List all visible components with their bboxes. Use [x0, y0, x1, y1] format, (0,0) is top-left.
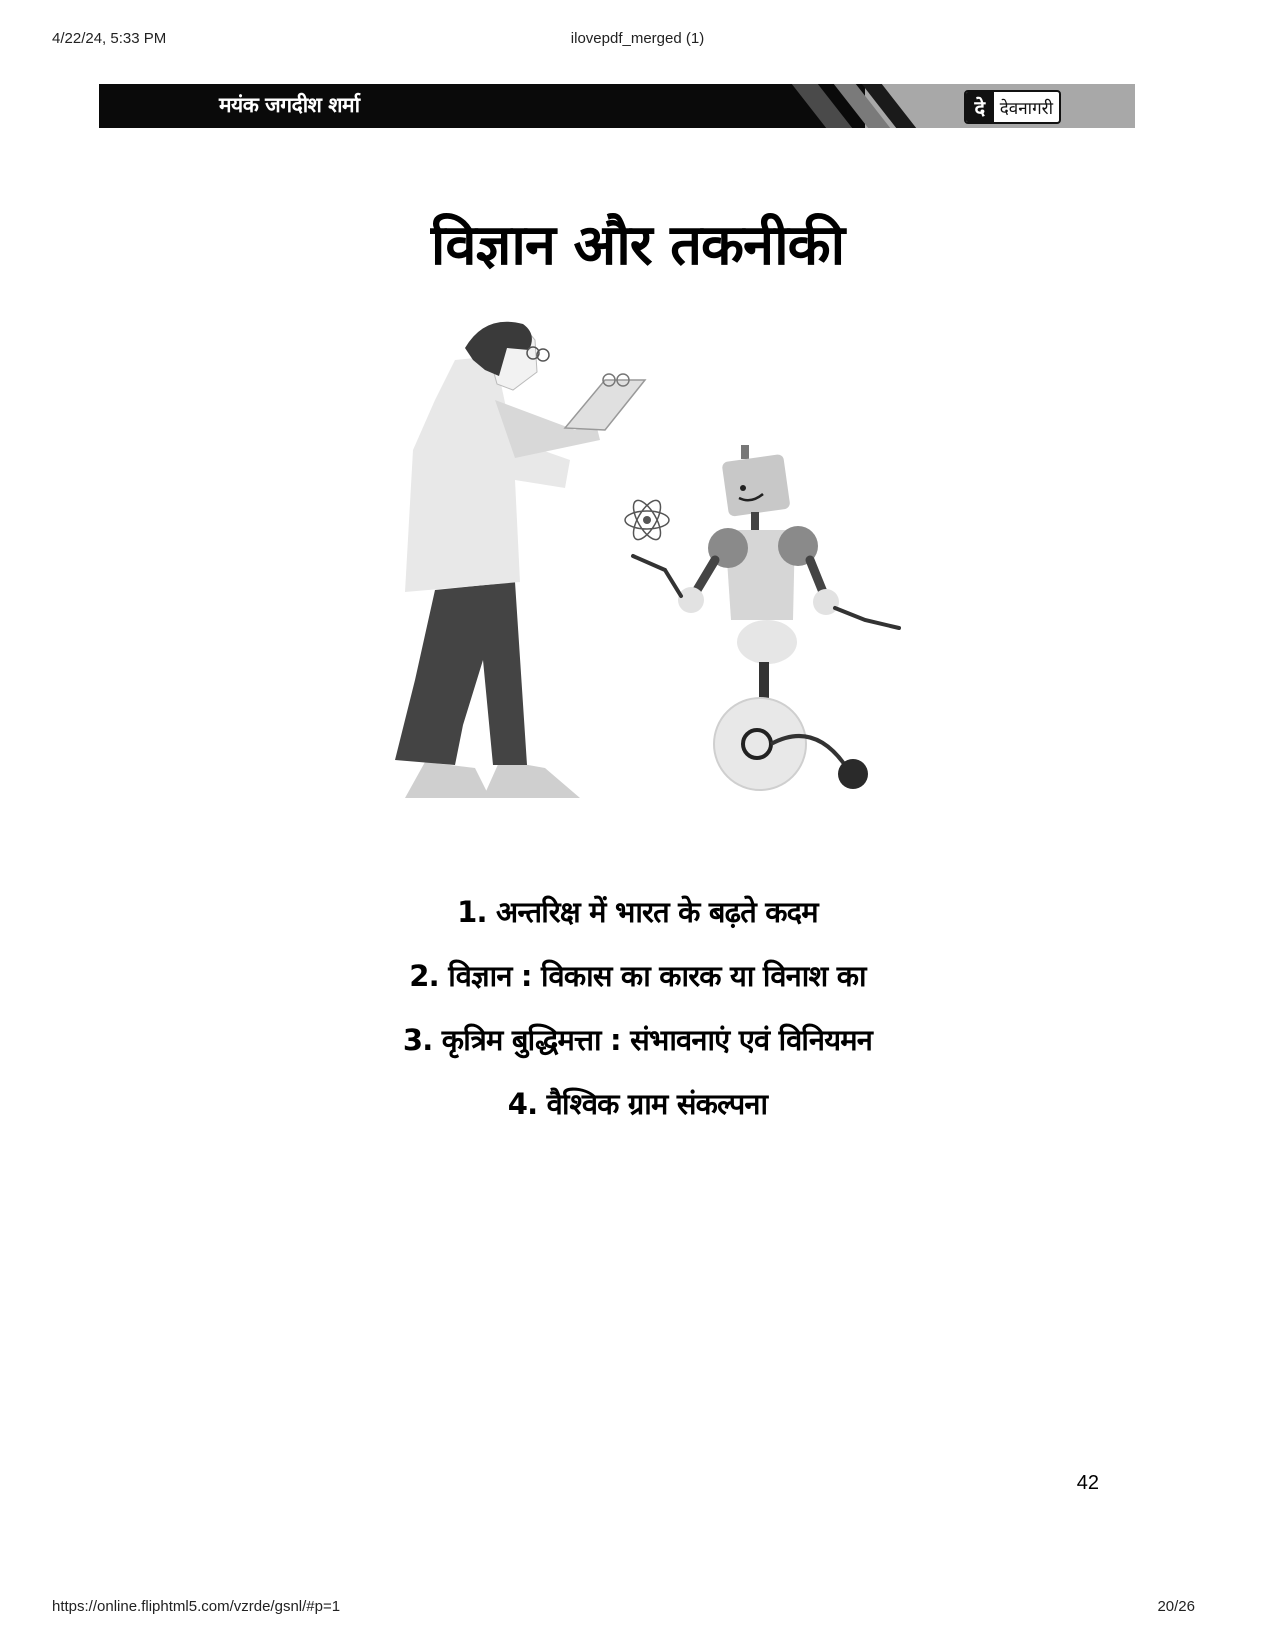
topic-item: 2. विज्ञान : विकास का कारक या विनाश का [409, 959, 866, 993]
brand-logo-name: देवनागरी [999, 98, 1053, 119]
atom-icon [625, 496, 669, 543]
topic-item: 4. वैश्विक ग्राम संकल्पना [507, 1087, 768, 1121]
print-doc-title: ilovepdf_merged (1) [570, 30, 705, 47]
print-page-count: 20/26 [1157, 1598, 1195, 1615]
header-banner [99, 84, 1135, 128]
topic-item: 3. कृत्रिम बुद्धिमत्ता : संभावनाएं एवं विनियमन [402, 1023, 873, 1057]
author-name: मयंक जगदीश शर्मा [219, 93, 360, 117]
brand-logo-mark: दे [966, 92, 994, 122]
robot-figure [633, 445, 899, 790]
scientist-figure [395, 322, 645, 798]
print-datetime: 4/22/24, 5:33 PM [52, 30, 167, 47]
brand-logo [964, 90, 1061, 124]
topic-item: 1. अन्तरिक्ष में भारत के बढ़ते कदम [457, 895, 818, 929]
topic-list [0, 880, 1275, 1136]
page-title: विज्ञान और तकनीकी [430, 213, 845, 278]
scientist-robot-illustration [395, 320, 955, 840]
page-number: 42 [1076, 1472, 1099, 1494]
print-url[interactable]: https://online.fliphtml5.com/vzrde/gsnl/#p=1 [52, 1598, 341, 1615]
